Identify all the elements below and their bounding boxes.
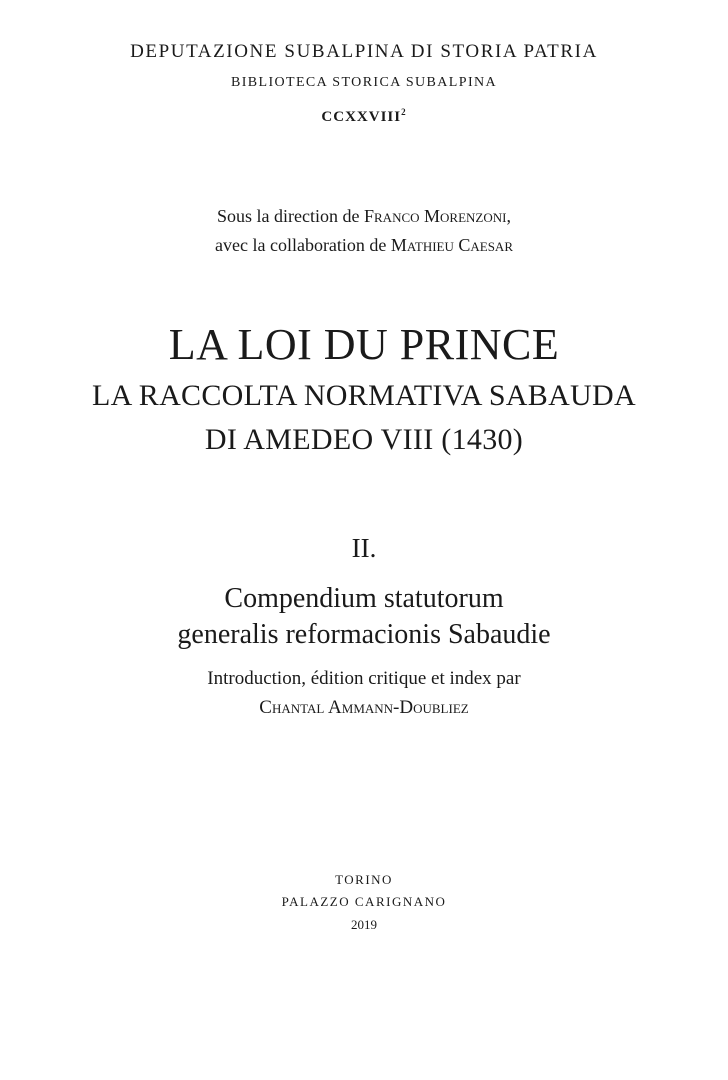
library-name: BIBLIOTECA STORICA SUBALPINA: [230, 75, 498, 90]
part-title-line-1: Compendium statutorum: [224, 583, 504, 614]
part-number: II.: [351, 533, 377, 563]
volume-superscript: 2: [401, 107, 407, 117]
intro-author: Chantal Ammann-Doubliez: [259, 697, 469, 718]
imprint-city: TORINO: [335, 872, 393, 887]
imprint-publisher: PALAZZO CARIGNANO: [281, 894, 447, 909]
imprint-year: 2019: [351, 917, 377, 932]
editors-line-2: [0, 236, 728, 254]
part-title-line-2: generalis reformacionis Sabaudie: [177, 619, 551, 650]
series-name: DEPUTAZIONE SUBALPINA DI STORIA PATRIA: [130, 41, 598, 62]
editors-line-1: [0, 207, 728, 225]
editor-name-1: Franco Morenzoni: [364, 206, 507, 226]
book-subtitle-line-1: LA RACCOLTA NORMATIVA SABAUDA: [92, 379, 636, 412]
volume-number: [0, 108, 728, 125]
book-title: LA LOI DU PRINCE: [168, 320, 560, 369]
editors-prefix-2: avec la collaboration de: [215, 235, 391, 255]
editors-prefix-1: Sous la direction de: [217, 206, 364, 226]
intro-line: Introduction, édition critique et index par: [207, 668, 521, 689]
volume-roman: CCXXVIII: [321, 109, 402, 125]
editors-suffix-1: ,: [506, 206, 511, 226]
book-subtitle-line-2: DI AMEDEO VIII (1430): [204, 423, 524, 456]
editor-name-2: Mathieu Caesar: [390, 235, 513, 255]
